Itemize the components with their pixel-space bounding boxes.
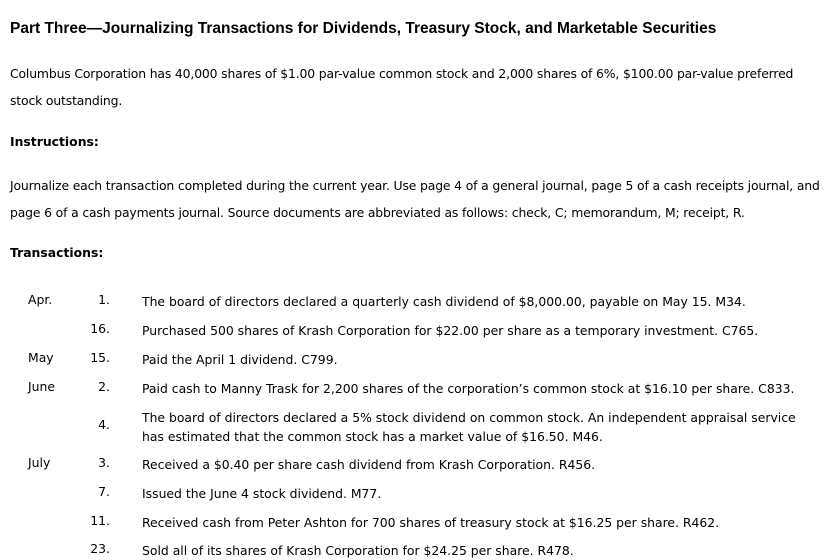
transaction-day: 16. (90, 321, 110, 336)
transaction-text: Issued the June 4 stock dividend. M77. (142, 486, 382, 501)
instructions-paragraph: Journalize each transaction completed during the current year. Use page 4 of a general journal, page 5 of a cash receipts journal, and page 6 of a cash payments journal. Source documents are abbreviated as follows: check, C; memorandum, M; receipt, R. (10, 178, 820, 220)
transaction-month: Apr. (28, 292, 53, 307)
intro-paragraph: Columbus Corporation has 40,000 shares of $1.00 par-value common stock and 2,000 shares of 6%, $100.00 par-value preferred stock outstanding. (10, 66, 794, 108)
transaction-text: Sold all of its shares of Krash Corporation for $24.25 per share. R478. (142, 543, 574, 558)
transaction-day: 23. (90, 541, 110, 556)
transaction-text: Purchased 500 shares of Krash Corporation for $22.00 per share as a temporary investment. C765. (142, 323, 759, 338)
transaction-text: Paid cash to Manny Trask for 2,200 shares of the corporation’s common stock at $16.10 per share. C833. (142, 381, 795, 396)
transaction-day: 1. (98, 292, 110, 307)
transaction-text: The board of directors declared a 5% stock dividend on common stock. An independent appraisal service has estimated that the common stock has a market value of $16.50. M46. (142, 410, 796, 444)
transaction-day: 4. (98, 417, 110, 432)
transaction-text: Received a $0.40 per share cash dividend from Krash Corporation. R456. (142, 457, 596, 472)
transaction-month: May (28, 350, 54, 365)
transaction-month: July (28, 455, 51, 470)
transaction-day: 11. (90, 513, 110, 528)
transaction-text: Received cash from Peter Ashton for 700 shares of treasury stock at $16.25 per share. R462. (142, 515, 720, 530)
transaction-text: The board of directors declared a quarterly cash dividend of $8,000.00, payable on May 15. M34. (142, 294, 746, 309)
transaction-day: 7. (98, 484, 110, 499)
transactions-heading: Transactions: (10, 245, 104, 260)
transaction-day: 15. (90, 350, 110, 365)
transaction-day: 3. (98, 455, 110, 470)
transaction-month: June (28, 379, 55, 394)
transaction-text: Paid the April 1 dividend. C799. (142, 352, 338, 367)
transaction-day: 2. (98, 379, 110, 394)
page-title: Part Three—Journalizing Transactions for Dividends, Treasury Stock, and Marketable Securities (10, 20, 717, 37)
instructions-heading: Instructions: (10, 134, 99, 149)
